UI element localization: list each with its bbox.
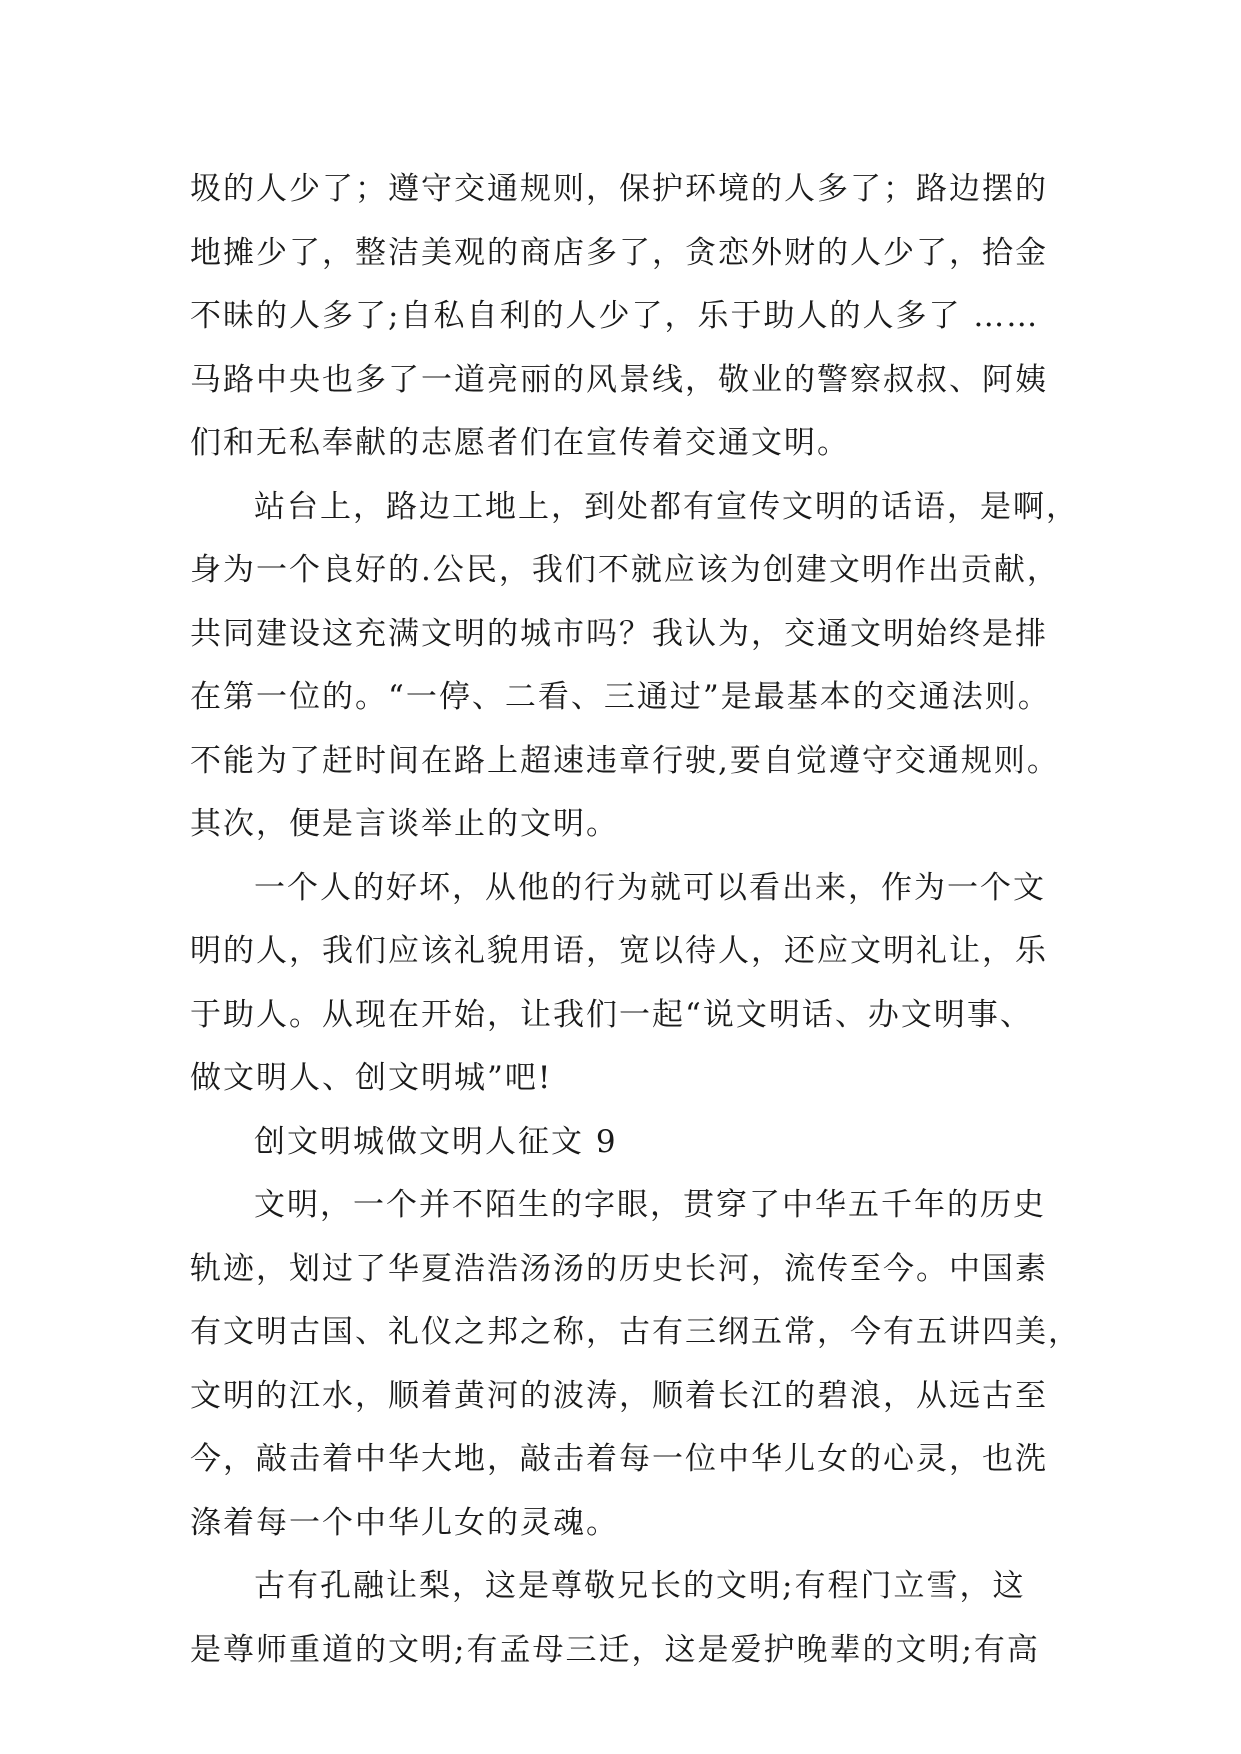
text-line: 们和无私奉献的志愿者们在宣传着交通文明。 bbox=[190, 425, 850, 461]
text-line: 轨迹，划过了华夏浩浩汤汤的历史长河，流传至今。中国素 bbox=[190, 1250, 1048, 1287]
text-line: 圾的人少了；遵守交通规则，保护环境的人多了；路边摆的 bbox=[190, 171, 1048, 207]
text-line: 地摊少了，整洁美观的商店多了，贪恋外财的人少了，拾金 bbox=[190, 234, 1048, 271]
text-line: 不能为了赶时间在路上超速违章行驶,要自觉遵守交通规则。 bbox=[190, 742, 1060, 779]
text-line: 明的人，我们应该礼貌用语，宽以待人，还应文明礼让，乐 bbox=[190, 933, 1048, 969]
paragraph-first-line: 古有孔融让梨，这是尊敬兄长的文明;有程门立雪，这 bbox=[254, 1568, 1026, 1604]
paragraph-first-line: 一个人的好坏，从他的行为就可以看出来，作为一个文 bbox=[254, 869, 1046, 906]
paragraph-first-line: 文明，一个并不陌生的字眼，贯穿了中华五千年的历史 bbox=[254, 1187, 1046, 1223]
text-line: 于助人。从现在开始，让我们一起“说文明话、办文明事、 bbox=[190, 996, 1033, 1033]
text-line: 文明的江水，顺着黄河的波涛，顺着长江的碧浪，从远古至 bbox=[190, 1377, 1048, 1414]
text-line: 涤着每一个中华儿女的灵魂。 bbox=[190, 1504, 619, 1541]
paragraph-first-line: 站台上，路边工地上，到处都有宣传文明的话语，是啊， bbox=[254, 488, 1079, 525]
section-heading: 创文明城做文明人征文 9 bbox=[254, 1123, 618, 1160]
text-line: 今，敲击着中华大地，敲击着每一位中华儿女的心灵，也洗 bbox=[190, 1441, 1048, 1477]
text-line: 马路中央也多了一道亮丽的风景线，敬业的警察叔叔、阿姨 bbox=[190, 361, 1048, 398]
text-line: 身为一个良好的.公民，我们不就应该为创建文明作出贡献， bbox=[190, 552, 1060, 588]
text-line: 做文明人、创文明城”吧! bbox=[190, 1060, 553, 1096]
text-line: 有文明古国、礼仪之邦之称，古有三纲五常，今有五讲四美， bbox=[190, 1314, 1081, 1350]
text-line: 不昧的人多了;自私自利的人少了，乐于助人的人多了 …… bbox=[190, 298, 1040, 334]
text-line: 其次，便是言谈举止的文明。 bbox=[190, 806, 619, 842]
text-line: 在第一位的。“一停、二看、三通过”是最基本的交通法则。 bbox=[190, 679, 1051, 715]
text-line: 共同建设这充满文明的城市吗？我认为，交通文明始终是排 bbox=[190, 615, 1048, 652]
document-body bbox=[190, 158, 1081, 1682]
text-line: 是尊师重道的文明;有孟母三迁，这是爱护晚辈的文明;有高 bbox=[190, 1631, 1040, 1668]
